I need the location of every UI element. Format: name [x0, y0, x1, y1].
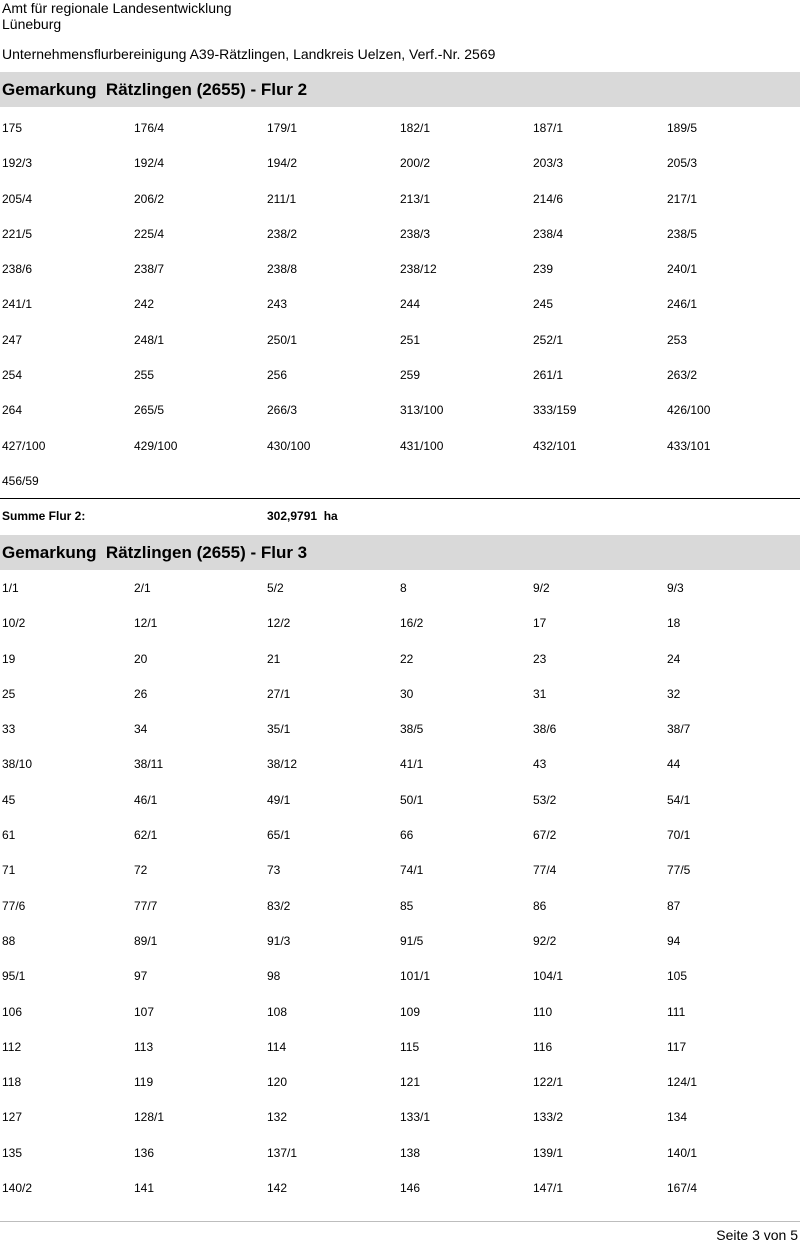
- parcel-number: 265/5: [134, 403, 165, 418]
- parcel-number: 426/100: [667, 403, 711, 418]
- parcel-number: 261/1: [533, 368, 564, 383]
- parcel-number: 116: [533, 1039, 553, 1054]
- table-row: [0, 687, 800, 722]
- parcel-number: 427/100: [2, 438, 46, 453]
- parcel-number: 248/1: [134, 332, 165, 347]
- parcel-number: 106: [2, 1004, 23, 1019]
- table-row: [0, 1181, 800, 1216]
- procedure-title: Unternehmensflurbereinigung A39-Rätzlingen, Landkreis Uelzen, Verf.-Nr. 2569: [2, 46, 496, 62]
- parcel-number: 239: [533, 262, 554, 277]
- table-row: [0, 403, 800, 438]
- parcel-number: 88: [2, 933, 16, 948]
- parcel-number: 27/1: [267, 686, 291, 701]
- parcel-number: 200/2: [400, 156, 431, 171]
- parcel-number: 107: [134, 1004, 155, 1019]
- parcel-number: 38/5: [400, 722, 424, 737]
- parcel-number: 38/11: [134, 757, 164, 772]
- parcel-number: 214/6: [533, 191, 564, 206]
- parcel-number: 118: [2, 1075, 22, 1090]
- parcel-number: 167/4: [667, 1181, 698, 1196]
- table-row: [0, 1075, 800, 1110]
- parcel-number: 65/1: [267, 828, 291, 843]
- parcel-number: 67/2: [533, 828, 557, 843]
- parcel-number: 9/2: [533, 581, 550, 595]
- sum-divider: [0, 498, 800, 499]
- parcel-number: 135: [2, 1145, 23, 1160]
- table-row: [0, 969, 800, 1004]
- parcel-number: 139/1: [533, 1145, 564, 1160]
- parcel-number: 1/1: [2, 581, 19, 595]
- parcel-number: 244: [400, 297, 421, 312]
- parcel-number: 238/6: [2, 262, 33, 277]
- table-row: [0, 192, 800, 227]
- parcel-number: 264: [2, 403, 23, 418]
- parcel-number: 119: [134, 1075, 154, 1090]
- section-header-flur-2: [0, 72, 800, 107]
- parcel-number: 98: [267, 969, 281, 984]
- parcel-number: 35/1: [267, 722, 291, 737]
- table-row: [0, 474, 800, 509]
- parcel-number: 133/1: [400, 1110, 431, 1125]
- parcel-number: 221/5: [2, 226, 33, 241]
- parcel-number: 46/1: [134, 792, 158, 807]
- parcel-number: 91/3: [267, 933, 291, 948]
- table-row: [0, 899, 800, 934]
- parcel-number: 179/1: [267, 121, 298, 135]
- parcel-number: 128/1: [134, 1110, 165, 1125]
- parcel-number: 62/1: [134, 828, 158, 843]
- parcel-number: 192/3: [2, 156, 33, 171]
- parcel-number: 41/1: [400, 757, 424, 772]
- parcel-number: 431/100: [400, 438, 444, 453]
- parcel-number: 252/1: [533, 332, 564, 347]
- parcel-number: 112: [2, 1039, 22, 1054]
- parcel-number: 120: [267, 1075, 288, 1090]
- parcel-number: 243: [267, 297, 288, 312]
- table-row: [0, 297, 800, 332]
- parcel-grid-flur-3: [0, 581, 800, 1216]
- parcel-number: 77/7: [134, 898, 158, 913]
- table-row: [0, 757, 800, 792]
- parcel-number: 189/5: [667, 121, 698, 135]
- parcel-number: 203/3: [533, 156, 564, 171]
- parcel-number: 20: [134, 651, 148, 666]
- parcel-number: 238/5: [667, 226, 698, 241]
- page-number: Seite 3 von 5: [716, 1227, 798, 1243]
- parcel-number: 97: [134, 969, 148, 984]
- table-row: [0, 1040, 800, 1075]
- parcel-number: 77/4: [533, 863, 557, 878]
- office-name: Amt für regionale Landesentwicklung: [2, 0, 232, 16]
- parcel-number: 146: [400, 1181, 421, 1196]
- table-row: [0, 156, 800, 191]
- parcel-number: 432/101: [533, 438, 577, 453]
- parcel-number: 238/7: [134, 262, 165, 277]
- parcel-number: 259: [400, 368, 421, 383]
- table-row: [0, 828, 800, 863]
- parcel-number: 192/4: [134, 156, 165, 171]
- parcel-number: 246/1: [667, 297, 698, 312]
- parcel-number: 23: [533, 651, 547, 666]
- parcel-number: 71: [2, 863, 16, 878]
- parcel-number: 17: [533, 616, 547, 631]
- parcel-number: 313/100: [400, 403, 444, 418]
- parcel-number: 111: [667, 1004, 686, 1019]
- parcel-number: 241/1: [2, 297, 33, 312]
- parcel-number: 238/8: [267, 262, 298, 277]
- parcel-number: 26: [134, 686, 148, 701]
- parcel-number: 9/3: [667, 581, 684, 595]
- parcel-number: 138: [400, 1145, 421, 1160]
- table-row: [0, 1146, 800, 1181]
- parcel-number: 34: [134, 722, 148, 737]
- parcel-number: 33: [2, 722, 16, 737]
- table-row: [0, 652, 800, 687]
- parcel-number: 255: [134, 368, 155, 383]
- parcel-number: 205/3: [667, 156, 698, 171]
- parcel-number: 117: [667, 1039, 687, 1054]
- parcel-number: 94: [667, 933, 681, 948]
- parcel-number: 433/101: [667, 438, 711, 453]
- parcel-number: 114: [267, 1039, 287, 1054]
- parcel-number: 30: [400, 686, 414, 701]
- parcel-number: 132: [267, 1110, 288, 1125]
- parcel-number: 31: [533, 686, 547, 701]
- parcel-number: 254: [2, 368, 23, 383]
- parcel-number: 253: [667, 332, 688, 347]
- parcel-number: 115: [400, 1039, 420, 1054]
- table-row: [0, 793, 800, 828]
- parcel-number: 194/2: [267, 156, 298, 171]
- parcel-number: 182/1: [400, 121, 431, 135]
- table-row: [0, 121, 800, 156]
- parcel-number: 133/2: [533, 1110, 564, 1125]
- parcel-number: 12/1: [134, 616, 158, 631]
- table-row: [0, 616, 800, 651]
- table-row: [0, 262, 800, 297]
- parcel-number: 43: [533, 757, 547, 772]
- parcel-number: 108: [267, 1004, 288, 1019]
- parcel-number: 22: [400, 651, 414, 666]
- section-header-flur-3: [0, 535, 800, 570]
- parcel-number: 136: [134, 1145, 155, 1160]
- parcel-number: 66: [400, 828, 414, 843]
- parcel-number: 38/10: [2, 757, 33, 772]
- parcel-number: 333/159: [533, 403, 577, 418]
- parcel-number: 19: [2, 651, 16, 666]
- table-row: [0, 863, 800, 898]
- parcel-number: 124/1: [667, 1075, 698, 1090]
- parcel-number: 263/2: [667, 368, 698, 383]
- parcel-number: 38/7: [667, 722, 691, 737]
- parcel-number: 121: [400, 1075, 421, 1090]
- parcel-number: 242: [134, 297, 155, 312]
- parcel-number: 91/5: [400, 933, 424, 948]
- parcel-number: 213/1: [400, 191, 431, 206]
- parcel-number: 21: [267, 651, 281, 666]
- parcel-number: 211/1: [267, 191, 297, 206]
- parcel-number: 110: [533, 1004, 553, 1019]
- table-row: [0, 333, 800, 368]
- parcel-number: 141: [134, 1181, 155, 1196]
- parcel-number: 12/2: [267, 616, 291, 631]
- parcel-number: 54/1: [667, 792, 691, 807]
- parcel-number: 205/4: [2, 191, 33, 206]
- table-row: [0, 722, 800, 757]
- parcel-number: 176/4: [134, 121, 165, 135]
- parcel-number: 32: [667, 686, 681, 701]
- table-row: [0, 1110, 800, 1145]
- parcel-number: 187/1: [533, 121, 564, 135]
- parcel-number: 225/4: [134, 226, 165, 241]
- parcel-number: 92/2: [533, 933, 557, 948]
- parcel-number: 25: [2, 686, 16, 701]
- parcel-number: 8: [400, 581, 407, 595]
- parcel-number: 105: [667, 969, 688, 984]
- parcel-number: 2/1: [134, 581, 151, 595]
- parcel-number: 87: [667, 898, 681, 913]
- parcel-number: 50/1: [400, 792, 424, 807]
- table-row: [0, 1005, 800, 1040]
- parcel-number: 18: [667, 616, 681, 631]
- parcel-number: 72: [134, 863, 148, 878]
- parcel-number: 49/1: [267, 792, 291, 807]
- office-city: Lüneburg: [2, 16, 62, 32]
- parcel-number: 74/1: [400, 863, 424, 878]
- parcel-number: 5/2: [267, 581, 284, 595]
- parcel-number: 429/100: [134, 438, 178, 453]
- parcel-number: 238/3: [400, 226, 431, 241]
- section-title: Gemarkung Rätzlingen (2655) - Flur 2: [2, 80, 308, 99]
- parcel-number: 238/2: [267, 226, 298, 241]
- parcel-number: 89/1: [134, 933, 158, 948]
- parcel-number: 430/100: [267, 438, 311, 453]
- sum-value: 302,9791 ha: [267, 509, 338, 523]
- parcel-number: 247: [2, 332, 23, 347]
- sum-label: Summe Flur 2:: [2, 509, 86, 523]
- parcel-number: 122/1: [533, 1075, 564, 1090]
- parcel-number: 53/2: [533, 792, 557, 807]
- parcel-number: 83/2: [267, 898, 291, 913]
- table-row: [0, 227, 800, 262]
- parcel-number: 147/1: [533, 1181, 564, 1196]
- parcel-number: 45: [2, 792, 16, 807]
- parcel-number: 217/1: [667, 191, 698, 206]
- parcel-number: 251: [400, 332, 421, 347]
- parcel-number: 95/1: [2, 969, 26, 984]
- parcel-number: 101/1: [400, 969, 431, 984]
- parcel-number: 16/2: [400, 616, 424, 631]
- parcel-number: 77/6: [2, 898, 26, 913]
- table-row: [0, 439, 800, 474]
- parcel-number: 104/1: [533, 969, 564, 984]
- parcel-number: 140/2: [2, 1181, 33, 1196]
- parcel-number: 250/1: [267, 332, 298, 347]
- parcel-number: 73: [267, 863, 281, 878]
- parcel-number: 109: [400, 1004, 421, 1019]
- parcel-number: 175: [2, 121, 23, 135]
- section-title: Gemarkung Rätzlingen (2655) - Flur 3: [2, 543, 308, 562]
- parcel-number: 256: [267, 368, 288, 383]
- parcel-number: 140/1: [667, 1145, 698, 1160]
- parcel-number: 456/59: [2, 473, 39, 488]
- parcel-number: 70/1: [667, 828, 691, 843]
- table-row: [0, 581, 800, 616]
- parcel-number: 238/4: [533, 226, 564, 241]
- parcel-number: 134: [667, 1110, 688, 1125]
- parcel-number: 86: [533, 898, 547, 913]
- parcel-number: 206/2: [134, 191, 165, 206]
- parcel-number: 266/3: [267, 403, 298, 418]
- parcel-number: 127: [2, 1110, 23, 1125]
- parcel-number: 10/2: [2, 616, 26, 631]
- parcel-number: 142: [267, 1181, 288, 1196]
- parcel-number: 61: [2, 828, 16, 843]
- table-row: [0, 368, 800, 403]
- table-row: [0, 934, 800, 969]
- parcel-grid-flur-2: [0, 121, 800, 509]
- parcel-number: 240/1: [667, 262, 698, 277]
- parcel-number: 113: [134, 1039, 154, 1054]
- parcel-number: 77/5: [667, 863, 691, 878]
- parcel-number: 38/12: [267, 757, 298, 772]
- parcel-number: 238/12: [400, 262, 437, 277]
- parcel-number: 245: [533, 297, 554, 312]
- footer-divider: [0, 1221, 800, 1222]
- parcel-number: 85: [400, 898, 414, 913]
- parcel-number: 44: [667, 757, 681, 772]
- parcel-number: 38/6: [533, 722, 557, 737]
- parcel-number: 24: [667, 651, 681, 666]
- parcel-number: 137/1: [267, 1145, 298, 1160]
